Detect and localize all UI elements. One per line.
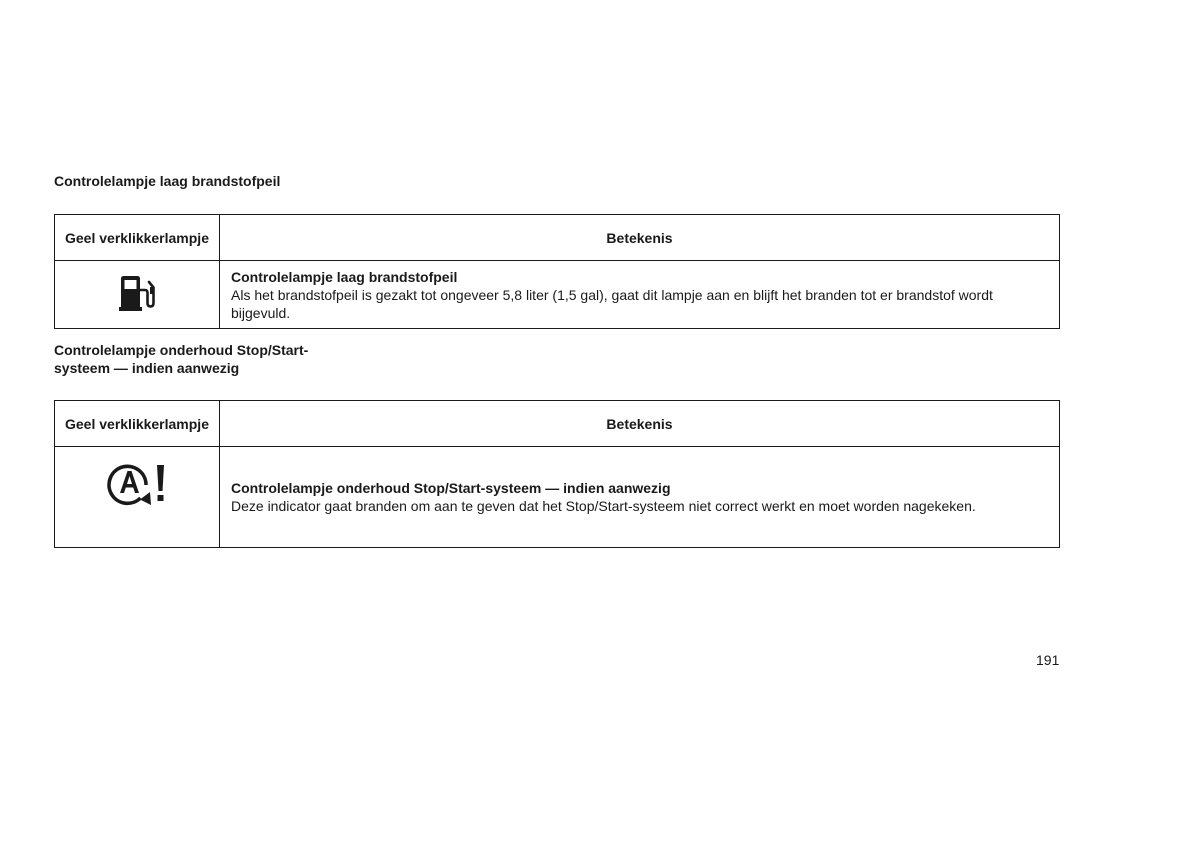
column-header-lamp: Geel verklikkerlampje (55, 401, 220, 447)
lamp-icon-cell (55, 261, 220, 329)
description-text: Deze indicator gaat branden om aan te geven dat het Stop/Start-systeem niet correct werkt en moet worden nagekeken. (231, 498, 976, 514)
table-header-row (55, 215, 1060, 261)
stop-start-lamp-table (54, 400, 1060, 548)
description-text: Als het brandstofpeil is gezakt tot ongeveer 5,8 liter (1,5 gal), gaat dit lampje aan en blijft het branden tot er brandstof wordt bijgevuld. (231, 286, 993, 321)
lamp-icon-cell (55, 447, 220, 548)
section-heading-stop-start: Controlelampje onderhoud Stop/Start-systeem — indien aanwezig (54, 342, 309, 376)
column-header-meaning: Betekenis (220, 215, 1060, 261)
page-number: 191 (1036, 652, 1060, 668)
table-header-row (55, 401, 1060, 447)
stop-start-warning-icon (104, 459, 170, 511)
description-title: Controlelampje onderhoud Stop/Start-systeem — indien aanwezig (231, 480, 671, 496)
low-fuel-lamp-table (54, 214, 1060, 329)
table-row (55, 447, 1060, 548)
table-row (55, 261, 1060, 329)
column-header-lamp: Geel verklikkerlampje (55, 215, 220, 261)
column-header-meaning: Betekenis (220, 401, 1060, 447)
meaning-cell (220, 261, 1060, 329)
meaning-cell (220, 447, 1060, 548)
description-title: Controlelampje laag brandstofpeil (231, 268, 458, 285)
section-heading-low-fuel: Controlelampje laag brandstofpeil (54, 173, 281, 189)
fuel-pump-icon (118, 273, 156, 317)
